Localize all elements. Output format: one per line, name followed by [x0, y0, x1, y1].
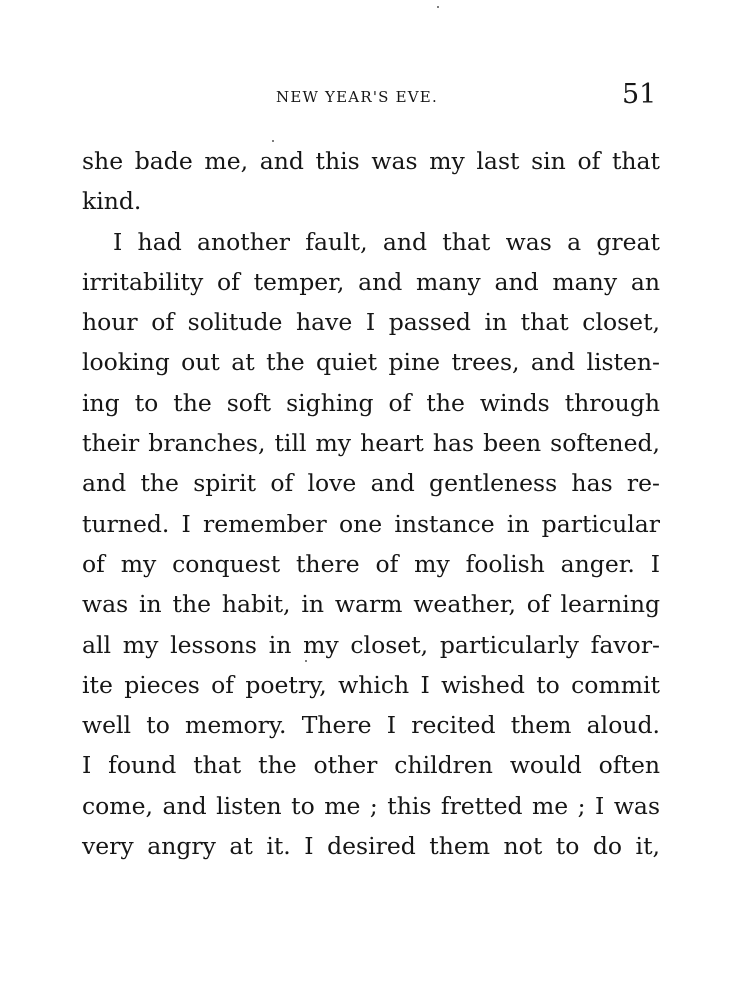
text-line: kind.: [82, 187, 142, 216]
text-line: ing to the soft sighing of the winds through: [82, 388, 660, 417]
text-line: turned. I remember one instance in particular: [82, 509, 660, 538]
print-speck: [437, 6, 439, 8]
page-number: 51: [622, 79, 657, 110]
text-line: well to memory. There I recited them aloud.: [82, 711, 660, 740]
print-speck: [305, 660, 307, 662]
running-title: NEW YEAR'S EVE.: [276, 88, 438, 106]
text-line: was in the habit, in warm weather, of learning: [82, 590, 660, 619]
text-line: hour of solitude have I passed in that closet,: [82, 308, 660, 337]
text-line: of my conquest there of my foolish anger. I: [82, 549, 660, 578]
text-line: I had another fault, and that was a great: [113, 227, 660, 256]
body-text: [82, 141, 660, 866]
print-speck: [272, 140, 274, 142]
text-line: and the spirit of love and gentleness has re-: [82, 469, 660, 498]
text-line: looking out at the quiet pine trees, and listen-: [82, 348, 660, 377]
text-line: their branches, till my heart has been softened,: [82, 429, 660, 458]
text-line: come, and listen to me ; this fretted me ; I was: [82, 791, 660, 820]
text-line: all my lessons in my closet, particularly favor-: [82, 630, 660, 659]
text-line: irritability of temper, and many and many an: [82, 267, 660, 296]
running-header: [0, 78, 729, 118]
text-line: I found that the other children would often: [82, 751, 660, 780]
text-line: ite pieces of poetry, which I wished to commit: [82, 670, 660, 699]
text-line: she bade me, and this was my last sin of that: [82, 147, 660, 175]
text-line: very angry at it. I desired them not to do it,: [82, 832, 660, 861]
